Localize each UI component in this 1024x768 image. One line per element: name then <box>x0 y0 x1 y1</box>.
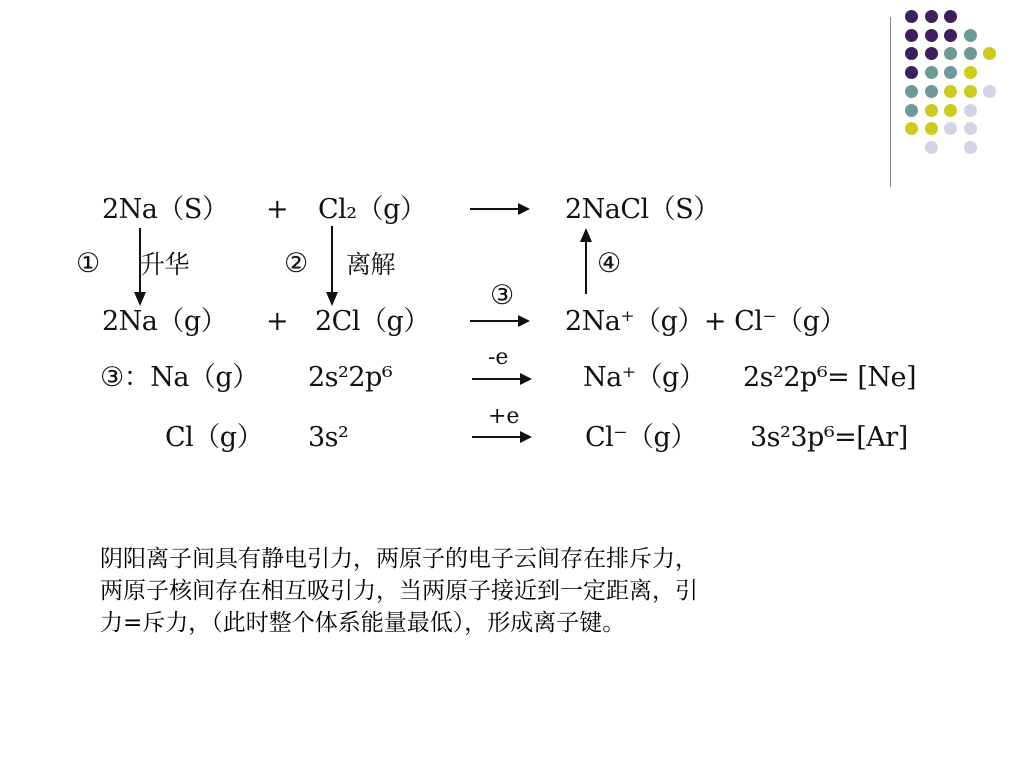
row3-na-config: 2s²2p⁶ <box>308 362 393 393</box>
paragraph-line-3: 力=斥力，（此时整个体系能量最低），形成离子键。 <box>100 610 626 636</box>
paragraph-line-1: 阴阳离子间具有静电引力，两原子的电子云间存在排斥力， <box>100 546 698 572</box>
row1-reactant-na: 2Na（S） <box>102 194 229 225</box>
step2-label: 离解 <box>346 250 396 279</box>
row1-reaction-arrow <box>470 208 528 210</box>
row2-product-ions: 2Na⁺（g）+ Cl⁻（g） <box>565 306 846 337</box>
row4-cl-config: 3s² <box>308 422 349 453</box>
row3-arrow <box>472 378 530 380</box>
row4-cl-atom: Cl（g） <box>165 422 264 453</box>
row1-reactant-cl2: Cl₂（g） <box>318 194 427 225</box>
step4-up-arrow <box>585 230 587 294</box>
paragraph-line-2: 两原子核间存在相互吸引力，当两原子接近到一定距离，引 <box>100 578 698 604</box>
row4-ion-config: 3s²3p⁶=[Ar] <box>750 422 908 453</box>
row4-cl-ion: Cl⁻（g） <box>585 422 697 453</box>
step2-down-arrow <box>331 226 333 304</box>
row4-arrow-label: +e <box>488 404 520 429</box>
row3-na-atom: ③：Na（g） <box>100 362 259 393</box>
row2-plus: + <box>266 306 289 337</box>
row2-reaction-arrow <box>470 320 528 322</box>
row2-reactant-cl: 2Cl（g） <box>315 306 430 337</box>
row4-arrow <box>472 436 530 438</box>
row2-reactant-na: 2Na（g） <box>102 306 228 337</box>
row3-ion-config: 2s²2p⁶= [Ne] <box>743 362 917 393</box>
row1-product-nacl: 2NaCl（S） <box>565 194 720 225</box>
step1-label: 升华 <box>140 250 190 279</box>
row3-arrow-label: -e <box>488 345 509 370</box>
step1-number: ① <box>76 248 100 279</box>
step2-number: ② <box>284 248 308 279</box>
step4-number: ④ <box>597 248 621 279</box>
explanation-paragraph <box>100 543 900 639</box>
row1-plus: + <box>266 194 289 225</box>
row3-na-ion: Na⁺（g） <box>583 362 706 393</box>
step3-number: ③ <box>490 280 514 311</box>
